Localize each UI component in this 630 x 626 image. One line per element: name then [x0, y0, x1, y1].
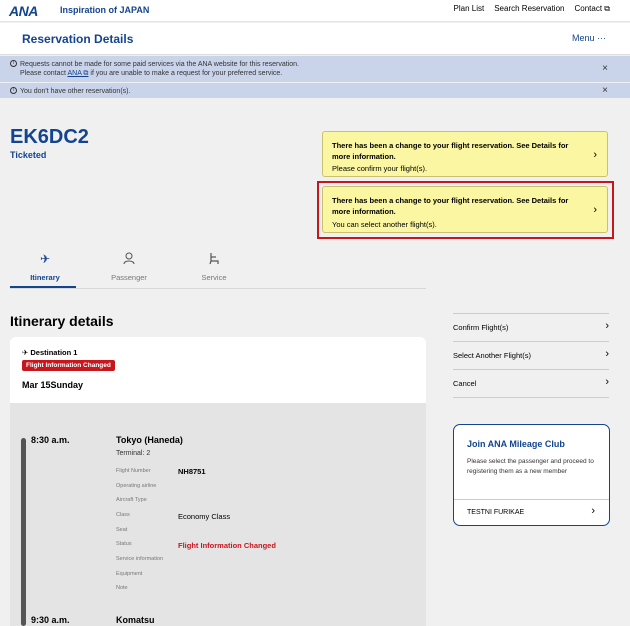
notice-other-reservations	[0, 83, 630, 98]
notice-line-2	[20, 69, 299, 78]
club-text: Please select the passenger and proceed to registering them as a new member	[467, 458, 594, 475]
notice-text	[20, 60, 299, 78]
airplane-icon: ✈	[39, 252, 51, 266]
alert-subtext: Please confirm your flight(s).	[332, 164, 428, 173]
chevron-right-icon: ›	[605, 376, 609, 388]
airplane-icon: ✈	[22, 348, 31, 357]
ana-contact-link[interactable]: ANA ⧉	[67, 70, 89, 77]
select-another-flights-link[interactable]	[453, 342, 609, 370]
nav-search-reservation[interactable]: Search Reservation	[494, 4, 565, 13]
ticket-status: Ticketed	[10, 150, 47, 160]
person-icon	[94, 252, 164, 268]
arrival-time: 9:30 a.m.	[31, 615, 70, 625]
mileage-club-card	[453, 424, 610, 526]
label-class: Class	[116, 512, 130, 518]
label-status: Status	[116, 541, 132, 547]
club-divider	[454, 499, 609, 500]
club-title: Join ANA Mileage Club	[467, 439, 565, 449]
value-class: Economy Class	[178, 512, 231, 521]
label-note: Note	[116, 585, 128, 591]
tagline: Inspiration of JAPAN	[60, 5, 150, 15]
close-icon[interactable]: ×	[602, 85, 608, 96]
notice-paid-services	[0, 56, 630, 82]
destination-label	[22, 348, 77, 357]
tab-service[interactable]	[179, 252, 249, 282]
label-operating-airline: Operating airline	[116, 483, 157, 489]
chevron-right-icon: ›	[605, 320, 609, 332]
alert-title: There has been a change to your flight reservation. See Details for more information.	[332, 196, 569, 216]
chevron-right-icon[interactable]: ›	[591, 505, 595, 517]
cancel-link[interactable]	[453, 370, 609, 398]
highlight-box	[317, 181, 614, 239]
page-header	[0, 23, 630, 55]
label-flight-number: Flight Number	[116, 468, 151, 474]
itinerary-heading: Itinerary details	[10, 313, 114, 329]
terminal: Terminal: 2	[116, 450, 151, 457]
chevron-right-icon: ›	[605, 348, 609, 360]
tabs-divider	[10, 288, 426, 289]
nav-contact[interactable]: Contact ⧉	[574, 4, 610, 13]
nav-plan-list[interactable]: Plan List	[453, 4, 485, 13]
confirm-flights-label: Confirm Flight(s)	[453, 323, 509, 332]
label-seat: Seat	[116, 527, 128, 533]
passenger-select-link[interactable]: TESTNI FURIKAE	[467, 509, 525, 516]
info-icon: i	[10, 60, 17, 67]
notice-line-2-pre: Please contact	[20, 70, 66, 77]
notice-line-2-post: if you are unable to make a request for your preferred service.	[90, 70, 283, 77]
value-flight-number: NH8751	[178, 467, 206, 476]
confirm-flights-link[interactable]	[453, 314, 609, 342]
top-bar	[0, 0, 630, 22]
alert-subtext: You can select another flight(s).	[332, 220, 437, 229]
status-badge: Flight Information Changed	[22, 360, 115, 371]
chevron-right-icon: ›	[593, 204, 597, 216]
alert-confirm-flights[interactable]	[322, 131, 608, 177]
tab-passenger[interactable]	[94, 252, 164, 282]
top-nav	[454, 4, 610, 14]
select-another-flights-label: Select Another Flight(s)	[453, 351, 531, 360]
ana-logo[interactable]: ANA	[9, 3, 38, 19]
tab-label: Passenger	[111, 273, 147, 282]
notice-line-1: Requests cannot be made for some paid services via the ANA website for this reservation.	[20, 61, 299, 68]
notice-text: You don't have other reservation(s).	[20, 88, 131, 95]
destination-text: Destination 1	[30, 348, 78, 357]
reservation-code: EK6DC2	[10, 126, 89, 148]
arrival-city: Komatsu	[116, 615, 155, 625]
cancel-label: Cancel	[453, 379, 477, 388]
value-status: Flight Information Changed	[178, 541, 276, 550]
menu-button[interactable]: Menu ···	[571, 33, 606, 43]
close-icon[interactable]: ×	[602, 63, 608, 74]
info-icon: i	[10, 87, 17, 94]
flight-date: Mar 15Sunday	[22, 380, 84, 390]
label-aircraft-type: Aircraft Type	[116, 497, 147, 503]
tab-label: Service	[201, 273, 227, 282]
label-equipment: Equipment	[116, 571, 143, 577]
departure-city: Tokyo (Haneda)	[116, 435, 183, 445]
chevron-right-icon: ›	[593, 149, 597, 161]
alert-title: There has been a change to your flight reservation. See Details for more information.	[332, 141, 569, 161]
tab-itinerary[interactable]	[10, 252, 80, 282]
departure-time: 8:30 a.m.	[31, 435, 70, 445]
tab-label: Itinerary	[30, 273, 60, 282]
flight-card	[10, 337, 426, 403]
page-title: Reservation Details	[22, 32, 134, 46]
label-service-information: Service information	[116, 556, 164, 562]
timeline-bar	[21, 438, 26, 626]
seat-icon	[179, 252, 249, 268]
